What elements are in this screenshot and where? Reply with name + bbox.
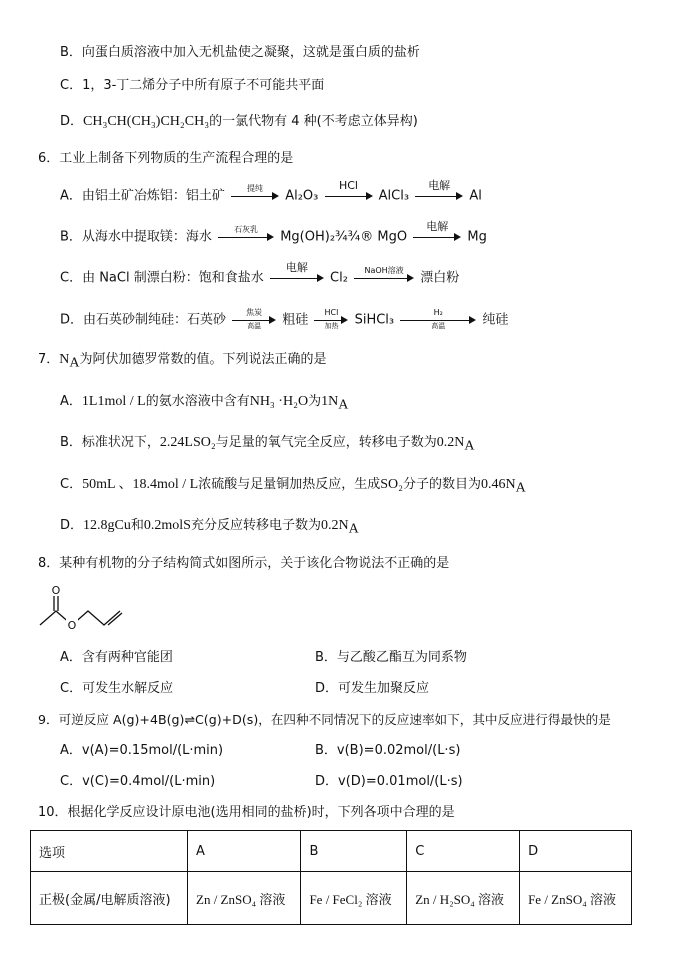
molecule-structure <box>36 583 126 635</box>
q9-option-d: D．v(D)=0.01mol/(L·s) <box>315 774 463 789</box>
q7-c-text: 浓硫酸与足量铜加热反应，生成 <box>198 477 381 492</box>
na-symbol: N <box>59 352 70 367</box>
reaction-arrow <box>231 186 279 206</box>
q10-options-table <box>30 830 632 925</box>
q6-c-product-2: 漂白粉 <box>420 270 460 286</box>
q6-c-intro: C．由 NaCl 制漂白粉：饱和食盐水 <box>60 270 264 286</box>
q5-option-b: B．向蛋白质溶液中加入无机盐使之凝聚，这就是蛋白质的盐析 <box>60 45 420 60</box>
na-subscript: A <box>515 480 526 496</box>
q7-d-expr: 12.8gCu <box>83 518 131 533</box>
q6-d-product-1: 粗硅 <box>282 312 309 328</box>
q7-c-value: 0.46N <box>481 477 516 492</box>
q6-d-product-2: SiHCl₃ <box>354 312 395 328</box>
q7-d-text: 和 <box>130 518 144 533</box>
arrow-label: H₂ <box>433 308 443 317</box>
na-subscript: A <box>348 521 359 537</box>
q6-a-product-2: AlCl₃ <box>378 188 410 204</box>
q6-b-product-1: Mg(OH)₂ <box>280 229 336 245</box>
q8-option-a: A．含有两种官能团 <box>60 650 173 665</box>
table-cell: Fe / ZnSO₄ 溶液 <box>520 872 632 925</box>
q10-stem: 10．根据化学反应设计原电池(选用相同的盐桥)时，下列各项中合理的是 <box>38 805 455 820</box>
q7-option-b <box>60 433 475 457</box>
q7-c-expr: 50mL 、18.4mol / L <box>82 477 199 492</box>
arrow-label: HCl <box>338 179 358 192</box>
table-header-cell: A <box>188 831 301 872</box>
arrow-label: 电解 <box>426 220 449 233</box>
table-cell: Fe / FeCl₂ 溶液 <box>301 872 407 925</box>
q7-a-text2: 为 <box>308 394 322 409</box>
na-subscript: A <box>464 438 475 454</box>
oxygen-atom-carbonyl: O <box>51 584 61 597</box>
q6-a-product-1: Al₂O₃ <box>285 188 319 204</box>
q7-b-label: B．标准状况下， <box>60 435 160 450</box>
q7-b-expr: 2.24LSO₂ <box>159 435 216 450</box>
q7-a-expr: 1L1mol / L <box>81 394 146 409</box>
q5-d-text: 的一氯代物有 4 种(不考虑立体异构) <box>209 114 418 129</box>
q5-d-label: D． <box>60 114 84 129</box>
arrow-label: 石灰乳 <box>234 225 259 234</box>
arrow-condition: 加热 <box>324 322 339 330</box>
reaction-arrow <box>314 310 348 330</box>
q5-option-c: C．1，3-丁二烯分子中所有原子不可能共平面 <box>60 78 325 93</box>
na-subscript: A <box>338 397 349 413</box>
arrow-condition: 高温 <box>431 322 446 330</box>
reaction-arrow <box>354 268 414 288</box>
q7-option-c <box>60 475 526 499</box>
reaction-arrow <box>232 310 276 330</box>
q9-option-b: B．v(B)=0.02mol/(L·s) <box>315 743 461 758</box>
reaction-arrow <box>400 310 476 330</box>
q7-d-label: D． <box>60 518 84 533</box>
reaction-arrow <box>413 220 461 247</box>
q7-c-text2: 分子的数目为 <box>403 477 482 492</box>
q7-d-value: 0.2N <box>320 518 349 533</box>
q6-stem: 6．工业上制备下列物质的生产流程合理的是 <box>38 151 294 166</box>
reaction-arrow <box>415 179 463 206</box>
q7-number: 7． <box>38 352 60 367</box>
q6-d-intro: D．由石英砂制纯硅：石英砂 <box>60 312 227 328</box>
q7-b-text: 与足量的氧气完全反应，转移电子数为 <box>215 435 437 450</box>
q6-d-product-3: 纯硅 <box>482 312 509 328</box>
q9-stem: 9．可逆反应 A(g)+4B(g)⇌C(g)+D(s)，在四种不同情况下的反应速率如下，其中反应进行得最快的是 <box>38 712 611 727</box>
q6-b-product-3: Mg <box>467 229 487 245</box>
table-header-cell: C <box>407 831 520 872</box>
q6-option-b <box>60 220 487 248</box>
q6-b-intro: B．从海水中提取镁：海水 <box>60 229 212 245</box>
q7-a-text: 的氨水溶液中含有 <box>145 394 250 409</box>
q7-stem-text: 为阿伏加德罗常数的值。下列说法正确的是 <box>79 352 327 367</box>
q9-option-a: A．v(A)=0.15mol/(L·min) <box>60 743 224 758</box>
arrow-label: HCl <box>324 308 339 317</box>
q8-stem: 8．某种有机物的分子结构简式如图所示，关于该化合物说法不正确的是 <box>38 556 450 571</box>
table-cell: Zn / H₂SO₄ 溶液 <box>407 872 520 925</box>
q7-a-label: A． <box>60 394 82 409</box>
q6-option-a <box>60 179 482 207</box>
q7-a-value: 1N <box>321 394 339 409</box>
arrow-label: 电解 <box>285 261 308 274</box>
q6-option-d <box>60 310 508 331</box>
q8-option-b: B．与乙酸乙酯互为同系物 <box>315 650 467 665</box>
q7-b-value: 0.2N <box>436 435 465 450</box>
table-header-cell: D <box>520 831 632 872</box>
q6-b-garbled-arrow: ¾¾® <box>335 229 374 245</box>
q5-d-formula: CH₃CH(CH₃)CH₂CH₃ <box>83 114 210 129</box>
table-header-row <box>31 831 632 872</box>
q6-a-product-3: Al <box>469 188 482 204</box>
oxygen-atom-ester: O <box>67 619 77 632</box>
q6-c-product-1: Cl₂ <box>330 270 348 286</box>
na-subscript: A <box>69 355 80 371</box>
q6-b-product-2: MgO <box>377 229 408 245</box>
reaction-arrow <box>270 261 324 288</box>
table-header-cell: 选项 <box>31 831 188 872</box>
q6-a-intro: A．由铝土矿冶炼铝：铝土矿 <box>60 188 225 204</box>
arrow-label: 提纯 <box>247 184 264 193</box>
q7-d-text2: 充分反应转移电子数为 <box>190 518 321 533</box>
q7-stem <box>38 350 327 374</box>
arrow-label: 电解 <box>428 179 451 192</box>
q8-option-d: D．可发生加聚反应 <box>315 681 430 696</box>
q7-d-expr2: 0.2molS <box>143 518 191 533</box>
q7-c-expr2: SO₂ <box>380 477 404 492</box>
arrow-condition: 高温 <box>247 322 262 330</box>
q7-option-a <box>60 392 348 416</box>
q7-c-label: C． <box>60 477 83 492</box>
arrow-label: NaOH溶液 <box>364 266 404 275</box>
reaction-arrow <box>325 179 373 206</box>
table-header-cell: B <box>301 831 407 872</box>
reaction-arrow <box>218 227 274 247</box>
q6-option-c <box>60 261 460 289</box>
q7-a-expr2: NH₃ ·H₂O <box>249 394 309 409</box>
q5-option-d <box>60 112 418 132</box>
arrow-label: 焦炭 <box>246 308 263 317</box>
q8-option-c: C．可发生水解反应 <box>60 681 174 696</box>
q7-option-d <box>60 516 359 540</box>
q9-option-c: C．v(C)=0.4mol/(L·min) <box>60 774 216 789</box>
table-row-label: 正极(金属/电解质溶液) <box>31 872 188 925</box>
table-cell: Zn / ZnSO₄ 溶液 <box>188 872 301 925</box>
table-row <box>31 872 632 925</box>
